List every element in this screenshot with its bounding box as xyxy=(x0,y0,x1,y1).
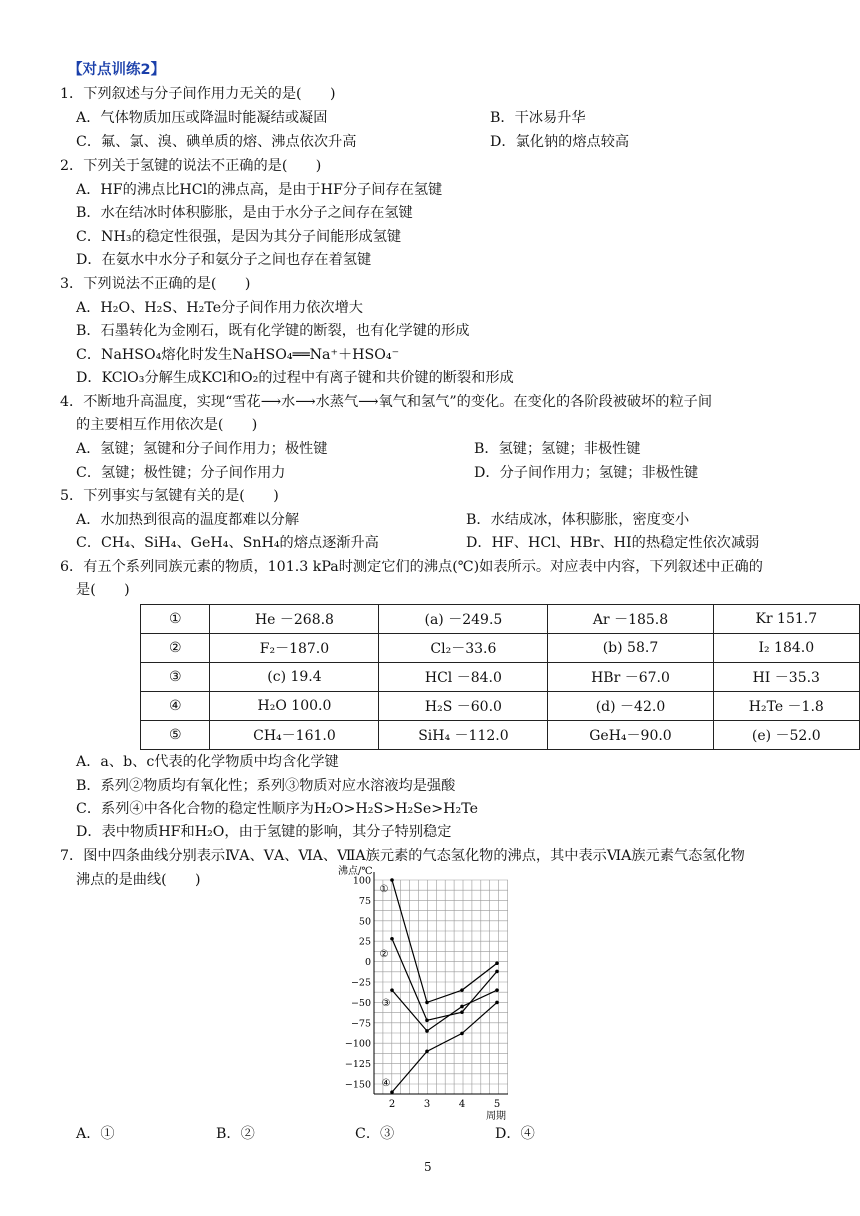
table-cell: I₂ 184.0 xyxy=(713,634,859,663)
table-cell: H₂O 100.0 xyxy=(210,692,379,721)
q6-stem-line2: 是( ) xyxy=(76,582,130,598)
data-point xyxy=(495,961,499,965)
q5-option-b[interactable]: B．水结成冰，体积膨胀，密度变小 xyxy=(466,512,690,528)
table-row xyxy=(141,605,860,634)
table-cell: Cl₂－33.6 xyxy=(379,634,548,663)
data-point xyxy=(460,1010,464,1014)
data-point xyxy=(495,1001,499,1005)
q5-option-a[interactable]: A．水加热到很高的温度都难以分解 xyxy=(76,512,300,528)
page-number: 5 xyxy=(424,1160,432,1174)
table-cell: SiH₄ －112.0 xyxy=(379,721,548,750)
table-cell: CH₄－161.0 xyxy=(210,721,379,750)
x-tick-label: 2 xyxy=(388,1099,396,1110)
table-cell: (d) －42.0 xyxy=(548,692,713,721)
x-tick-label: 5 xyxy=(493,1099,501,1110)
q7-option-c[interactable]: C．③ xyxy=(355,1126,395,1142)
data-point xyxy=(425,1019,429,1023)
x-axis-label: 周期 xyxy=(486,1111,506,1122)
q4-stem-line2: 的主要相互作用依次是( ) xyxy=(76,417,258,433)
table-cell: He －268.8 xyxy=(210,605,379,634)
q1-option-d[interactable]: D．氯化钠的熔点较高 xyxy=(490,134,630,150)
x-tick-label: 4 xyxy=(458,1099,466,1110)
table-row xyxy=(141,663,860,692)
data-point xyxy=(460,1032,464,1036)
y-tick-label: 75 xyxy=(358,895,371,907)
data-point xyxy=(425,1050,429,1054)
boiling-point-chart xyxy=(336,860,526,1122)
q5-option-d[interactable]: D．HF、HCl、HBr、HI的热稳定性依次减弱 xyxy=(466,535,760,551)
table-cell: H₂Te －1.8 xyxy=(713,692,859,721)
table-series-label: ③ xyxy=(141,663,210,692)
table-cell: (a) －249.5 xyxy=(379,605,548,634)
y-tick-label: 100 xyxy=(352,875,371,887)
y-tick-label: 50 xyxy=(358,916,371,928)
y-tick-label: 0 xyxy=(364,957,371,969)
q4-option-a[interactable]: A．氢键；氢键和分子间作用力；极性键 xyxy=(76,441,328,457)
series-label: ② xyxy=(379,948,389,960)
table-series-label: ④ xyxy=(141,692,210,721)
data-point xyxy=(390,878,394,882)
table-row xyxy=(141,692,860,721)
y-tick-label: 25 xyxy=(358,936,371,948)
q5-stem: 5．下列事实与氢键有关的是( ) xyxy=(60,488,279,504)
q5-option-c[interactable]: C．CH₄、SiH₄、GeH₄、SnH₄的熔点逐渐升高 xyxy=(76,535,379,551)
data-point xyxy=(495,988,499,992)
table-cell: (c) 19.4 xyxy=(210,663,379,692)
y-tick-label: −50 xyxy=(350,997,371,1009)
table-cell: HI －35.3 xyxy=(713,663,859,692)
q7-option-b[interactable]: B．② xyxy=(216,1126,255,1142)
q7-option-a[interactable]: A．① xyxy=(76,1126,115,1142)
y-tick-label: −75 xyxy=(350,1018,371,1030)
data-point xyxy=(390,1090,394,1094)
table-cell: Kr 151.7 xyxy=(713,605,859,634)
q1-stem: 1．下列叙述与分子间作用力无关的是( ) xyxy=(60,86,336,102)
q4-option-d[interactable]: D．分子间作用力；氢键；非极性键 xyxy=(474,465,699,481)
q2-option-d[interactable]: D．在氨水中水分子和氨分子之间也存在着氢键 xyxy=(76,252,372,268)
q2-stem: 2．下列关于氢键的说法不正确的是( ) xyxy=(60,158,322,174)
table-cell: Ar －185.8 xyxy=(548,605,713,634)
q4-option-b[interactable]: B．氢键；氢键；非极性键 xyxy=(474,441,641,457)
q4-stem-line1: 4．不断地升高温度，实现“雪花⟶水⟶水蒸气⟶氧气和氢气”的变化。在变化的各阶段被破坏的粒子间 xyxy=(60,394,713,410)
data-point xyxy=(460,988,464,992)
series-label: ④ xyxy=(381,1078,391,1090)
section-title: 【对点训练2】 xyxy=(68,62,166,78)
table-series-label: ② xyxy=(141,634,210,663)
q3-option-a[interactable]: A．H₂O、H₂S、H₂Te分子间作用力依次增大 xyxy=(76,300,363,316)
boiling-point-table xyxy=(140,604,860,750)
q2-option-c[interactable]: C．NH₃的稳定性很强，是因为其分子间能形成氢键 xyxy=(76,229,402,245)
table-row xyxy=(141,721,860,750)
q7-option-d[interactable]: D．④ xyxy=(495,1126,535,1142)
y-tick-label: −125 xyxy=(344,1059,371,1071)
data-point xyxy=(495,970,499,974)
series-label: ③ xyxy=(381,998,391,1010)
table-cell: (e) －52.0 xyxy=(713,721,859,750)
q6-option-d[interactable]: D．表中物质HF和H₂O，由于氢键的影响，其分子特别稳定 xyxy=(76,824,452,840)
y-axis-label: 沸点/℃ xyxy=(338,866,373,877)
q3-option-d[interactable]: D．KClO₃分解生成KCl和O₂的过程中有离子键和共价键的断裂和形成 xyxy=(76,370,514,386)
table-cell: HCl －84.0 xyxy=(379,663,548,692)
table-row xyxy=(141,634,860,663)
data-point xyxy=(425,1029,429,1033)
q3-stem: 3．下列说法不正确的是( ) xyxy=(60,276,251,292)
table-cell: F₂－187.0 xyxy=(210,634,379,663)
data-point xyxy=(390,937,394,941)
table-cell: (b) 58.7 xyxy=(548,634,713,663)
q2-option-a[interactable]: A．HF的沸点比HCl的沸点高，是由于HF分子间存在氢键 xyxy=(76,182,443,198)
table-cell: HBr －67.0 xyxy=(548,663,713,692)
data-point xyxy=(460,1005,464,1009)
table-cell: H₂S －60.0 xyxy=(379,692,548,721)
table-cell: GeH₄－90.0 xyxy=(548,721,713,750)
q6-stem-line1: 6．有五个系列同族元素的物质，101.3 kPa时测定它们的沸点(℃)如表所示。对应表中内容，下列叙述中正确的 xyxy=(60,559,763,575)
x-tick-label: 3 xyxy=(423,1099,431,1110)
q2-option-b[interactable]: B．水在结冰时体积膨胀，是由于水分子之间存在氢键 xyxy=(76,205,413,221)
q6-option-c[interactable]: C．系列④中各化合物的稳定性顺序为H₂O>H₂S>H₂Se>H₂Te xyxy=(76,801,478,817)
table-series-label: ⑤ xyxy=(141,721,210,750)
y-tick-label: −150 xyxy=(344,1079,371,1091)
q3-option-b[interactable]: B．石墨转化为金刚石，既有化学键的断裂，也有化学键的形成 xyxy=(76,323,470,339)
q3-option-c[interactable]: C．NaHSO₄熔化时发生NaHSO₄══Na⁺＋HSO₄⁻ xyxy=(76,347,400,363)
y-tick-label: −100 xyxy=(344,1038,371,1050)
y-tick-label: −25 xyxy=(350,977,371,989)
q4-option-c[interactable]: C．氢键；极性键；分子间作用力 xyxy=(76,465,286,481)
q1-option-a[interactable]: A．气体物质加压或降温时能凝结或凝固 xyxy=(76,110,328,126)
q6-option-b[interactable]: B．系列②物质均有氧化性；系列③物质对应水溶液均是强酸 xyxy=(76,778,456,794)
q1-option-c[interactable]: C．氟、氯、溴、碘单质的熔、沸点依次升高 xyxy=(76,134,357,150)
q1-option-b[interactable]: B．干冰易升华 xyxy=(490,110,586,126)
data-point xyxy=(390,988,394,992)
q7-stem-line2: 沸点的是曲线( ) xyxy=(76,872,201,888)
q6-option-a[interactable]: A．a、b、c代表的化学物质中均含化学键 xyxy=(76,754,339,770)
data-point xyxy=(425,1001,429,1005)
series-label: ① xyxy=(379,884,389,895)
q7-stem-line1: 7．图中四条曲线分别表示ⅣA、ⅤA、ⅥA、ⅦA族元素的气态氢化物的沸点，其中表示ⅥA族元素气态氢化物 xyxy=(60,848,745,864)
table-series-label: ① xyxy=(141,605,210,634)
